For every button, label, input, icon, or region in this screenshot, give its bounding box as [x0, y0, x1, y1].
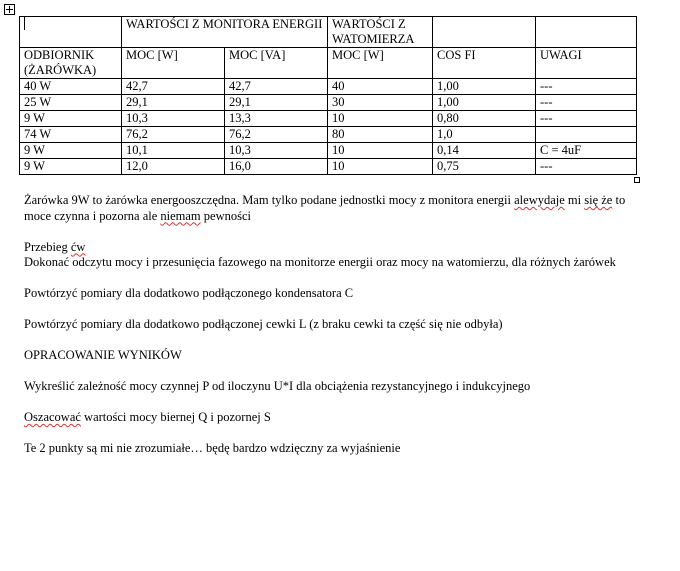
table-cell[interactable]: 1,00: [433, 95, 536, 111]
column-header-wattmeter-power-w[interactable]: MOC [W]: [328, 48, 433, 79]
paragraph-procedure-step: Dokonać odczytu mocy i przesunięcia fazowego na monitorze energii oraz mocy na watomierzu, dla różnych żarówek: [24, 255, 616, 269]
table-cell[interactable]: [536, 127, 637, 143]
table-cell[interactable]: 10: [328, 143, 433, 159]
paragraph-plot-task: Wykreślić zależność mocy czynnej P od iloczynu U*I dla obciążenia rezystancyjnego i indukcyjnego: [24, 379, 531, 393]
table-cell[interactable]: 16,0: [225, 159, 328, 175]
table-move-handle[interactable]: [4, 4, 15, 15]
spelling-error[interactable]: alewydaje: [514, 193, 565, 207]
table-cell[interactable]: [536, 17, 637, 48]
spelling-error[interactable]: Oszacować: [24, 410, 81, 424]
table-cell[interactable]: 29,1: [225, 95, 328, 111]
table-row: [20, 111, 637, 127]
table-cell[interactable]: 25 W: [20, 95, 122, 111]
table-column-header-row: [20, 48, 637, 79]
table-cell[interactable]: 13,3: [225, 111, 328, 127]
table-cell[interactable]: 76,2: [225, 127, 328, 143]
table-cell[interactable]: 40 W: [20, 79, 122, 95]
table-cell[interactable]: 10,1: [122, 143, 225, 159]
table-cell[interactable]: C = 4uF: [536, 143, 637, 159]
paragraph-question: Te 2 punkty są mi nie zrozumiałe… będę bardzo wdzięczny za wyjaśnienie: [24, 441, 401, 455]
table-cell[interactable]: ---: [536, 111, 637, 127]
table-cell[interactable]: 10,3: [225, 143, 328, 159]
text-cursor: [24, 17, 25, 30]
spelling-error[interactable]: się że: [584, 193, 613, 207]
table-resize-handle[interactable]: [634, 177, 640, 183]
spelling-error[interactable]: ćw: [70, 239, 86, 254]
measurement-table: [19, 16, 637, 175]
paragraph-coil-step: Powtórzyć pomiary dla dodatkowo podłączonej cewki L (z braku cewki ta część się nie odbyła): [24, 317, 503, 331]
table-cell[interactable]: 9 W: [20, 143, 122, 159]
table-cell[interactable]: ---: [536, 79, 637, 95]
paragraph-estimate-task: Oszacować wartości mocy biernej Q i pozornej S: [24, 410, 271, 424]
wattmeter-group-header[interactable]: WARTOŚCI Z WATOMIERZA: [328, 17, 433, 48]
table-cell[interactable]: 80: [328, 127, 433, 143]
paragraph-capacitor-step: Powtórzyć pomiary dla dodatkowo podłączonego kondensatora C: [24, 286, 354, 300]
table-cell[interactable]: 29,1: [122, 95, 225, 111]
table-cell[interactable]: ---: [536, 159, 637, 175]
table-cell[interactable]: [433, 17, 536, 48]
paragraph-bulb-note: Żarówka 9W to żarówka energooszczędna. Mam tylko podane jednostki mocy z monitora energii alewydaje mi się że to moce czynna i pozorna ale niemam pewności: [24, 193, 626, 223]
section-heading-results: OPRACOWANIE WYNIKÓW: [24, 348, 182, 362]
table-cell[interactable]: [20, 17, 122, 48]
table-row: [20, 127, 637, 143]
table-cell[interactable]: 9 W: [20, 111, 122, 127]
table-row: [20, 143, 637, 159]
column-header-notes[interactable]: UWAGI: [536, 48, 637, 79]
table-cell[interactable]: 42,7: [225, 79, 328, 95]
table-cell[interactable]: ---: [536, 95, 637, 111]
table-row: [20, 79, 637, 95]
table-cell[interactable]: 1,00: [433, 79, 536, 95]
document-body[interactable]: [24, 193, 634, 457]
table-cell[interactable]: 10,3: [122, 111, 225, 127]
table-cell[interactable]: 74 W: [20, 127, 122, 143]
spelling-error[interactable]: niemam: [160, 208, 201, 223]
column-header-receiver[interactable]: ODBIORNIK (ŻARÓWKA): [20, 48, 122, 79]
table-cell[interactable]: 10: [328, 159, 433, 175]
table-cell[interactable]: 40: [328, 79, 433, 95]
table-cell[interactable]: 42,7: [122, 79, 225, 95]
column-header-monitor-power-w[interactable]: MOC [W]: [122, 48, 225, 79]
table-cell[interactable]: 0,80: [433, 111, 536, 127]
table-cell[interactable]: 12,0: [122, 159, 225, 175]
table-cell[interactable]: 0,75: [433, 159, 536, 175]
monitor-group-header[interactable]: WARTOŚCI Z MONITORA ENERGII: [122, 17, 328, 48]
table-cell[interactable]: 10: [328, 111, 433, 127]
table-cell[interactable]: 9 W: [20, 159, 122, 175]
column-header-monitor-power-va[interactable]: MOC [VA]: [225, 48, 328, 79]
table-row: [20, 159, 637, 175]
table-group-header-row: [20, 17, 637, 48]
column-header-cos-fi[interactable]: COS FI: [433, 48, 536, 79]
table-row: [20, 95, 637, 111]
paragraph-procedure-title: Przebieg ćw: [24, 239, 86, 254]
table-cell[interactable]: 1,0: [433, 127, 536, 143]
table-cell[interactable]: 30: [328, 95, 433, 111]
table-cell[interactable]: 0,14: [433, 143, 536, 159]
table-cell[interactable]: 76,2: [122, 127, 225, 143]
